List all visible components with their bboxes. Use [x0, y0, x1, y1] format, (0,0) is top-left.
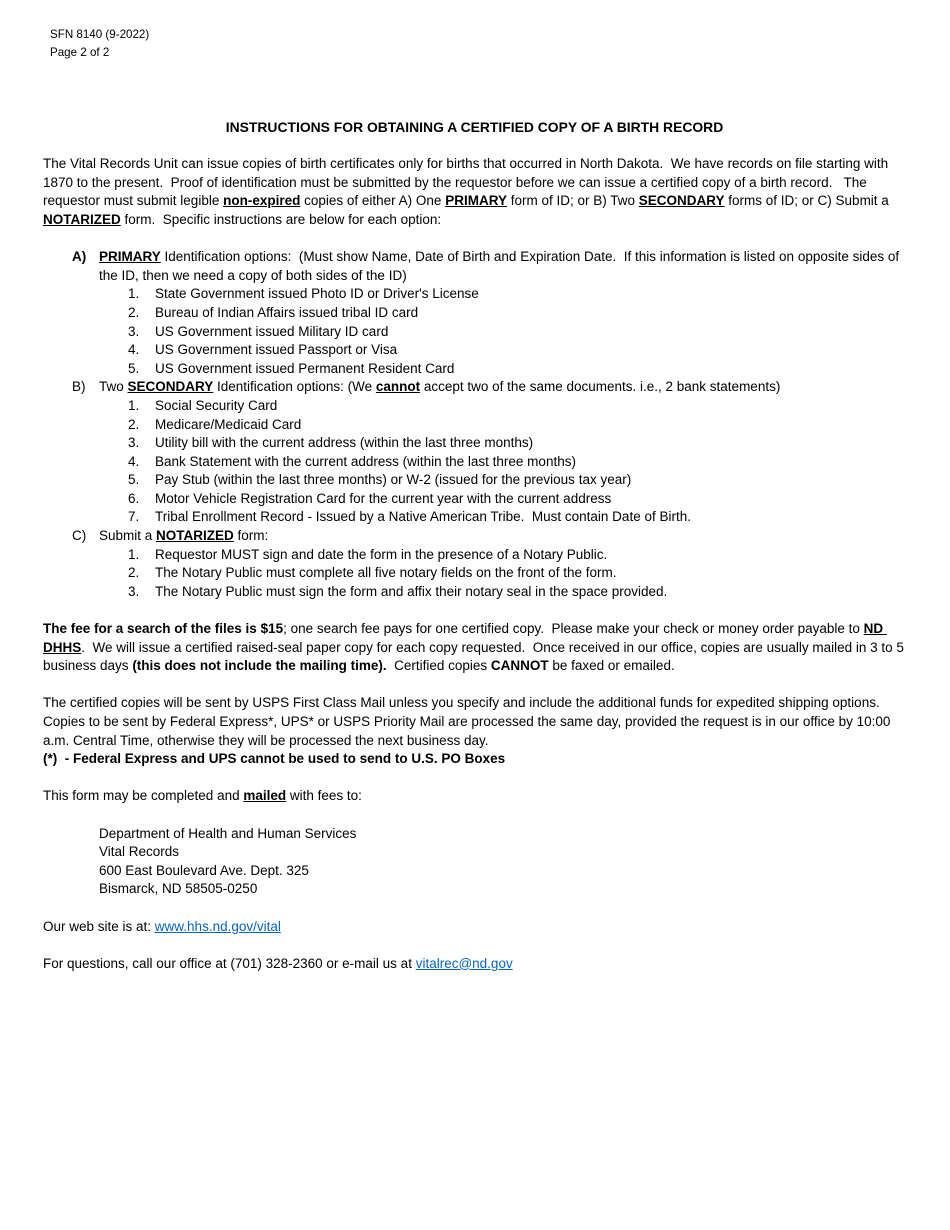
form-header [50, 26, 906, 61]
list-item [128, 471, 906, 490]
item-text: Tribal Enrollment Record - Issued by a Native American Tribe. Must contain Date of Birth. [155, 509, 691, 525]
item-text: US Government issued Passport or Visa [155, 342, 398, 358]
option-a [72, 248, 906, 285]
item-number: 3. [128, 323, 140, 339]
item-number: 7. [128, 509, 140, 525]
list-item [128, 341, 906, 360]
option-b-items [72, 397, 906, 527]
item-text: Motor Vehicle Registration Card for the current year with the current address [155, 490, 612, 506]
item-number: 1. [128, 397, 140, 413]
text-run: . We will issue a certified raised-seal paper copy for each copy requested. Once received in our office, copies are usually mailed in 3 to 5 business days [43, 639, 908, 674]
mail-form-paragraph [43, 787, 906, 806]
list-item [128, 508, 906, 527]
option-c-heading [99, 527, 906, 546]
item-number: 5. [128, 360, 140, 376]
list-item [128, 323, 906, 342]
text-run: ND DHHS [43, 621, 887, 655]
item-text: US Government issued Permanent Resident Card [155, 360, 455, 376]
option-c-items [72, 546, 906, 602]
text-run: accept two of the same documents. i.e., 2 bank statements) [420, 379, 781, 395]
text-run: CANNOT [490, 658, 549, 674]
shipping-paragraph [43, 694, 906, 768]
text-run: with fees to: [286, 788, 362, 804]
text-run: The Vital Records Unit can issue copies of birth certificates only for births that occurred in North Dakota. We have records on file starting with 1870 to the present. Proof of identification must be submitted by the requestor before we can issue a certified copy of a birth record. The requestor must submit legible [43, 156, 892, 209]
text-run: form: [233, 528, 269, 544]
item-text: Requestor MUST sign and date the form in the presence of a Notary Public. [155, 546, 608, 562]
option-c [72, 527, 906, 546]
item-number: 3. [128, 435, 140, 451]
intro-paragraph [43, 155, 906, 229]
address-line: 600 East Boulevard Ave. Dept. 325 [99, 862, 309, 878]
text-run: PRIMARY [445, 193, 507, 209]
list-item [128, 490, 906, 509]
option-a-items [72, 285, 906, 378]
text-run: mailed [243, 788, 287, 804]
item-number: 5. [128, 472, 140, 488]
text-run: copies of either A) One [300, 193, 446, 209]
questions-line [43, 955, 906, 974]
address-line: Department of Health and Human Services [99, 825, 357, 841]
address-line: Bismarck, ND 58505-0250 [99, 881, 258, 897]
text-run: Identification options: (Must show Name, Date of Birth and Expiration Date. If this information is listed on opposite sides of the ID, then we need a copy of both sides of the ID) [99, 249, 903, 283]
list-item [128, 360, 906, 379]
option-a-heading [99, 248, 906, 285]
text-run: form of ID; or B) Two [506, 193, 639, 209]
page-title: INSTRUCTIONS FOR OBTAINING A CERTIFIED COPY OF A BIRTH RECORD [225, 119, 724, 135]
list-item [128, 434, 906, 453]
item-text: Bank Statement with the current address (within the last three months) [155, 453, 576, 469]
list-item [128, 304, 906, 323]
item-text: The Notary Public must sign the form and affix their notary seal in the space provided. [155, 583, 668, 599]
item-number: 2. [128, 565, 140, 581]
text-run: Our web site is at: [43, 918, 155, 934]
text-run: For questions, call our office at (701) 328-2360 or e-mail us at [43, 955, 416, 971]
item-text: The Notary Public must complete all five notary fields on the front of the form. [155, 565, 617, 581]
text-run: This form may be completed and [43, 788, 244, 804]
item-number: 2. [128, 416, 140, 432]
email-link[interactable]: vitalrec@nd.gov [415, 955, 513, 971]
address-line: Vital Records [99, 844, 180, 860]
option-b [72, 378, 906, 397]
item-number: 1. [128, 546, 140, 562]
text-run: NOTARIZED [43, 211, 121, 227]
item-text: Bureau of Indian Affairs issued tribal ID card [155, 304, 419, 320]
text-run: Certified copies [386, 658, 491, 674]
text-run: SECONDARY [127, 379, 214, 395]
list-item [128, 285, 906, 304]
options-list [72, 248, 906, 601]
item-number: 1. [128, 286, 140, 302]
item-text: US Government issued Military ID card [155, 323, 389, 339]
list-item [128, 416, 906, 435]
item-text: Medicare/Medicaid Card [155, 416, 302, 432]
list-item [128, 397, 906, 416]
text-run: The certified copies will be sent by USPS First Class Mail unless you specify and include the additional funds for expedited shipping options. Copies to be sent by Federal Express*, UPS* or USPS Priority Mail are processed the same day, provided the request is in our office by 10:00 a.m. Central Time, otherwise they will be processed the next business day. [43, 695, 895, 748]
option-b-heading [99, 378, 906, 397]
text-run: Identification options: (We [213, 379, 376, 395]
item-number: 4. [128, 453, 140, 469]
option-a-label: A) [72, 249, 87, 265]
text-run: Submit a [99, 528, 157, 544]
item-number: 2. [128, 304, 140, 320]
text-run: cannot [375, 379, 421, 395]
text-run: be faxed or emailed. [548, 658, 675, 674]
item-number: 3. [128, 583, 140, 599]
text-run: ; one search fee pays for one certified copy. Please make your check or money order payable to [283, 621, 864, 637]
po-box-note: (*) - Federal Express and UPS cannot be used to send to U.S. PO Boxes [43, 751, 506, 767]
list-item [128, 453, 906, 472]
text-run: The fee for a search of the files is $15 [43, 621, 284, 637]
item-text: State Government issued Photo ID or Driver's License [155, 286, 479, 302]
text-run: forms of ID; or C) Submit a [724, 193, 893, 209]
list-item [128, 546, 906, 565]
text-run: form. Specific instructions are below for each option: [120, 211, 442, 227]
option-b-label: B) [72, 379, 86, 395]
item-text: Utility bill with the current address (within the last three months) [155, 435, 534, 451]
website-link[interactable]: www.hhs.nd.gov/vital [154, 918, 281, 934]
mailing-address [99, 825, 906, 899]
text-run: non-expired [223, 193, 301, 209]
list-item [128, 564, 906, 583]
item-number: 6. [128, 490, 140, 506]
text-run: PRIMARY [99, 249, 161, 265]
item-text: Social Security Card [155, 397, 278, 413]
text-run: SECONDARY [638, 193, 725, 209]
fee-paragraph [43, 620, 906, 676]
item-text: Pay Stub (within the last three months) or W-2 (issued for the previous tax year) [155, 472, 632, 488]
text-run: NOTARIZED [156, 528, 234, 544]
item-number: 4. [128, 342, 140, 358]
list-item [128, 583, 906, 602]
option-c-label: C) [72, 528, 87, 544]
website-line [43, 918, 906, 937]
text-run: (this does not include the mailing time). [132, 658, 387, 674]
page-number: Page 2 of 2 [50, 45, 110, 59]
form-number: SFN 8140 (9-2022) [50, 28, 150, 41]
text-run: Two [99, 379, 128, 395]
